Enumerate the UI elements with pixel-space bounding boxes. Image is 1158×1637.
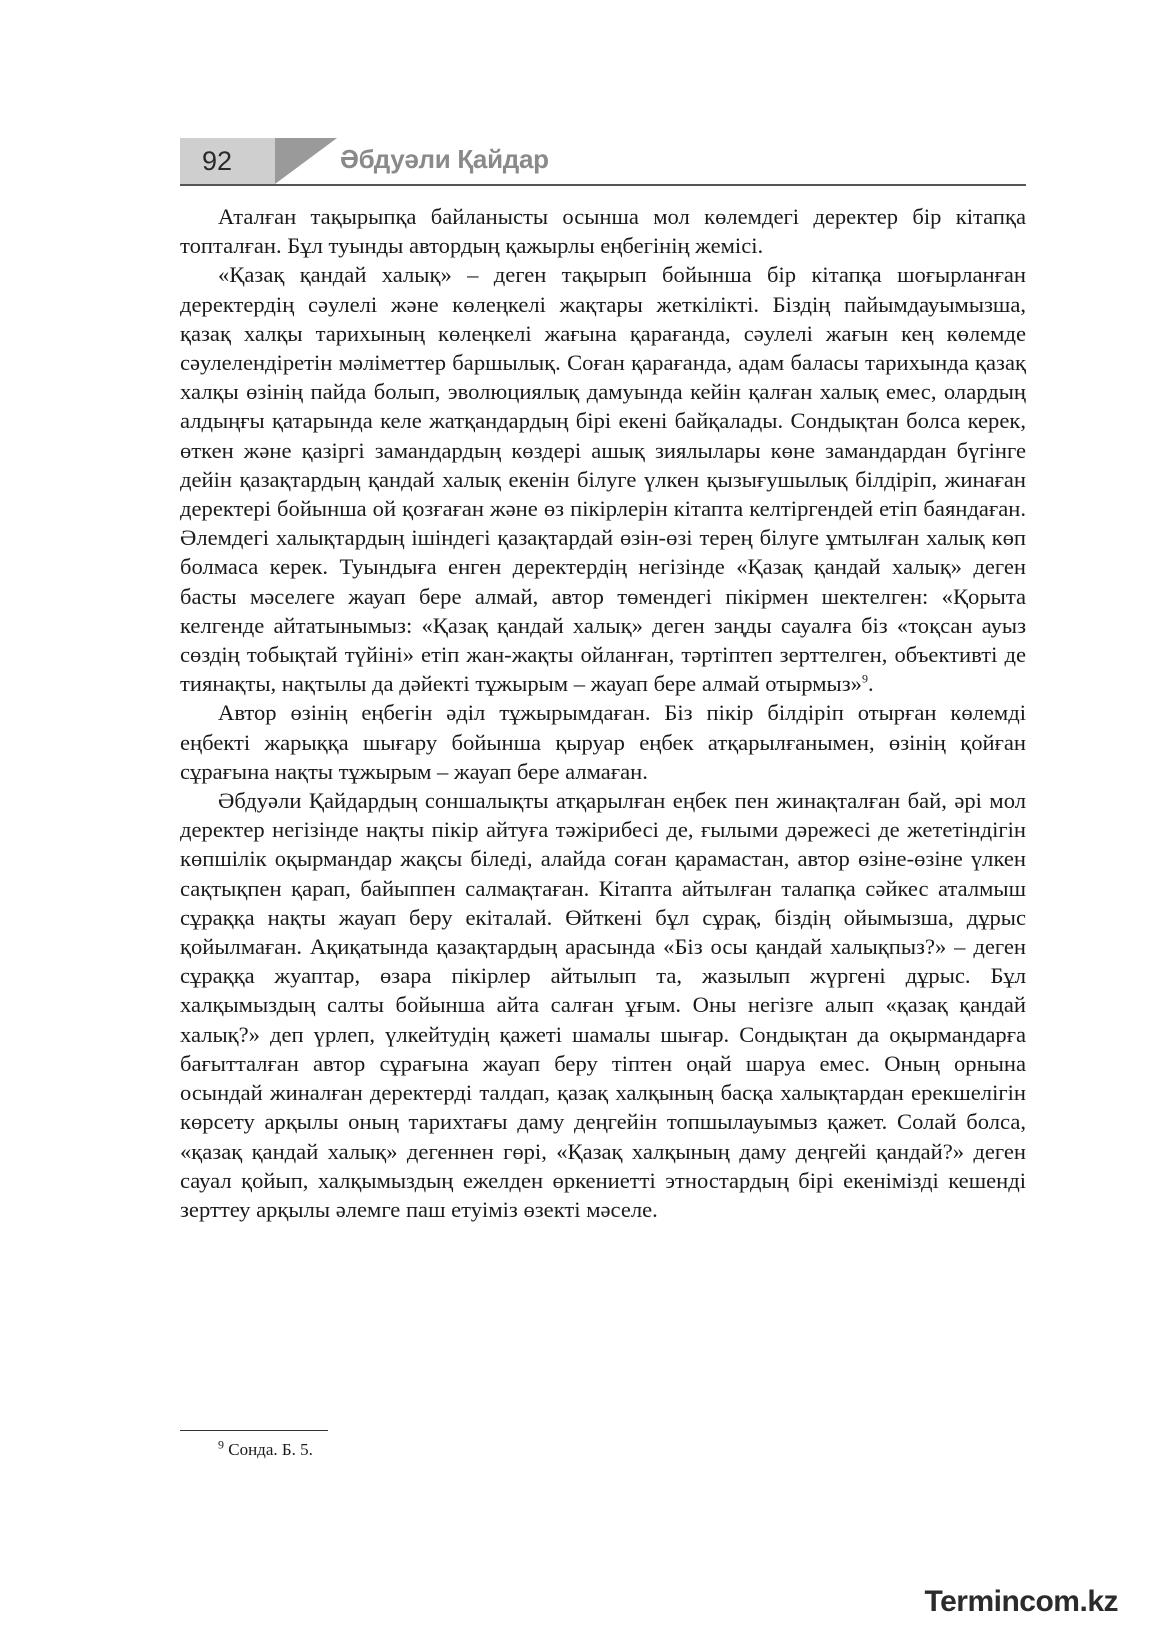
footnote-number: 9	[218, 1437, 224, 1452]
header-decoration	[275, 138, 337, 184]
watermark: Termincom.kz	[924, 1585, 1118, 1618]
paragraph-3: Автор өзінің еңбегін әділ тұжырымдаған. Біз пікір білдіріп отырған көлемді еңбекті жарыққа шығару бойынша қыруар еңбек атқарылғанымен, өзінің қойған сұрағына нақты тұжырым – жауап бере алмаған.	[180, 700, 1026, 784]
paragraph-2	[180, 260, 1026, 698]
paragraph-1: Аталған тақырыпқа байланысты осынша мол көлемдегі деректер бір кітапқа топталған. Бұл туынды автордың қажырлы еңбегінің жемісі.	[180, 204, 1026, 259]
paragraph-2-end: .	[867, 671, 874, 697]
body-text	[180, 202, 1026, 1224]
running-head-author: Әбдуәли Қайдар	[340, 144, 549, 174]
paragraph-2-text: «Қазақ қандай халық» – деген тақырып бойынша бір кітапқа шоғырланған деректердің сәулелі және көлеңкелі жақтары жеткілікті. Біздің пайымдауымызша, қазақ халқы тарихының көлеңкелі жағына қарағанда, сәулелі жағын кең көлемде сәулелендіретін мәліметтер баршылық. Соған қарағанда, адам баласы тарихында қазақ халқы өзінің пайда болып, эволюциялық дамуында кейін қалған халық емес, олардың алдыңғы қатарында келе жатқандардың бірі екені байқалады. Сондықтан болса керек, өткен және қазіргі замандардың көздері ашық зиялылары көне замандардан бүгінге дейін қазақтардың қандай халық екенін білуге үлкен қызығушылық білдіріп, жинаған деректері бойынша ой қозғаған және өз пікірлерін кітапта келтіргендей етіп баяндаған. Әлемдегі халықтардың ішіндегі қазақтардай өзін-өзі терең білуге ұмтылған халық көп болмаса керек. Туындыға енген деректердің негізінде «Қазақ қандай халық» деген басты мәселеге жауап бере алмай, автор төмендегі пікірмен шектелген: «Қорыта келгенде айтатынымыз: «Қазақ қандай халық» деген заңды сауалға біз «тоқсан ауыз сөздің тобықтай түйіні» етіп жан-жақты ойланған, тәртіптеп зерттелген, объективті де тиянақты, нақтылы да дәйекті тұжырым – жауап бере алмай отырмыз»	[180, 262, 1026, 697]
header-rule	[180, 184, 1026, 186]
footnote-reference: 9	[861, 671, 868, 686]
footnote-rule	[180, 1430, 328, 1431]
paragraph-4: Әбдуәли Қайдардың соншалықты атқарылған еңбек пен жинақталған бай, әрі мол деректер негізінде нақты пікір айтуға тәжірибесі де, ғылыми дәрежесі де жететіндігін көпшілік оқырмандар жақсы біледі, алайда соған қарамастан, автор өзіне-өзіне үлкен сақтықпен қарап, байыппен салмақтаған. Кітапта айтылған талапқа сәйкес аталмыш сұраққа нақты жауап беру екіталай. Өйткені бұл сұрақ, біздің ойымызша, дұрыс қойылмаған. Ақиқатында қазақтардың арасында «Біз осы қандай халықпыз?» – деген сұраққа жуаптар, өзара пікірлер айтылып та, жазылып жүргені дұрыс. Бұл халқымыздың салты бойынша айта салған ұғым. Оны негізге алып «қазақ қандай халық?» деп үрлеп, үлкейтудің қажеті шамалы шығар. Сондықтан да оқырмандарға бағытталған автор сұрағына жауап беру тіптен оңай шаруа емес. Оның орнына осындай жиналған деректерді талдап, қазақ халқының басқа халықтардан ерекшелігін көрсету арқылы оның тарихтағы даму деңгейін топшылауымыз қажет. Солай болса, «қазақ қандай халық» дегеннен гөрі, «Қазақ халқының даму деңгейі қандай?» деген сауал қойып, халқымыздың ежелден өркениетті этностардың бірі екенімізді кешенді зерттеу арқылы әлемге паш етуіміз өзекті мәселе.	[180, 788, 1026, 1222]
footnote-text: Сонда. Б. 5.	[228, 1440, 313, 1459]
running-header	[180, 138, 1026, 188]
footnote	[218, 1437, 313, 1460]
page-number: 92	[180, 138, 275, 184]
